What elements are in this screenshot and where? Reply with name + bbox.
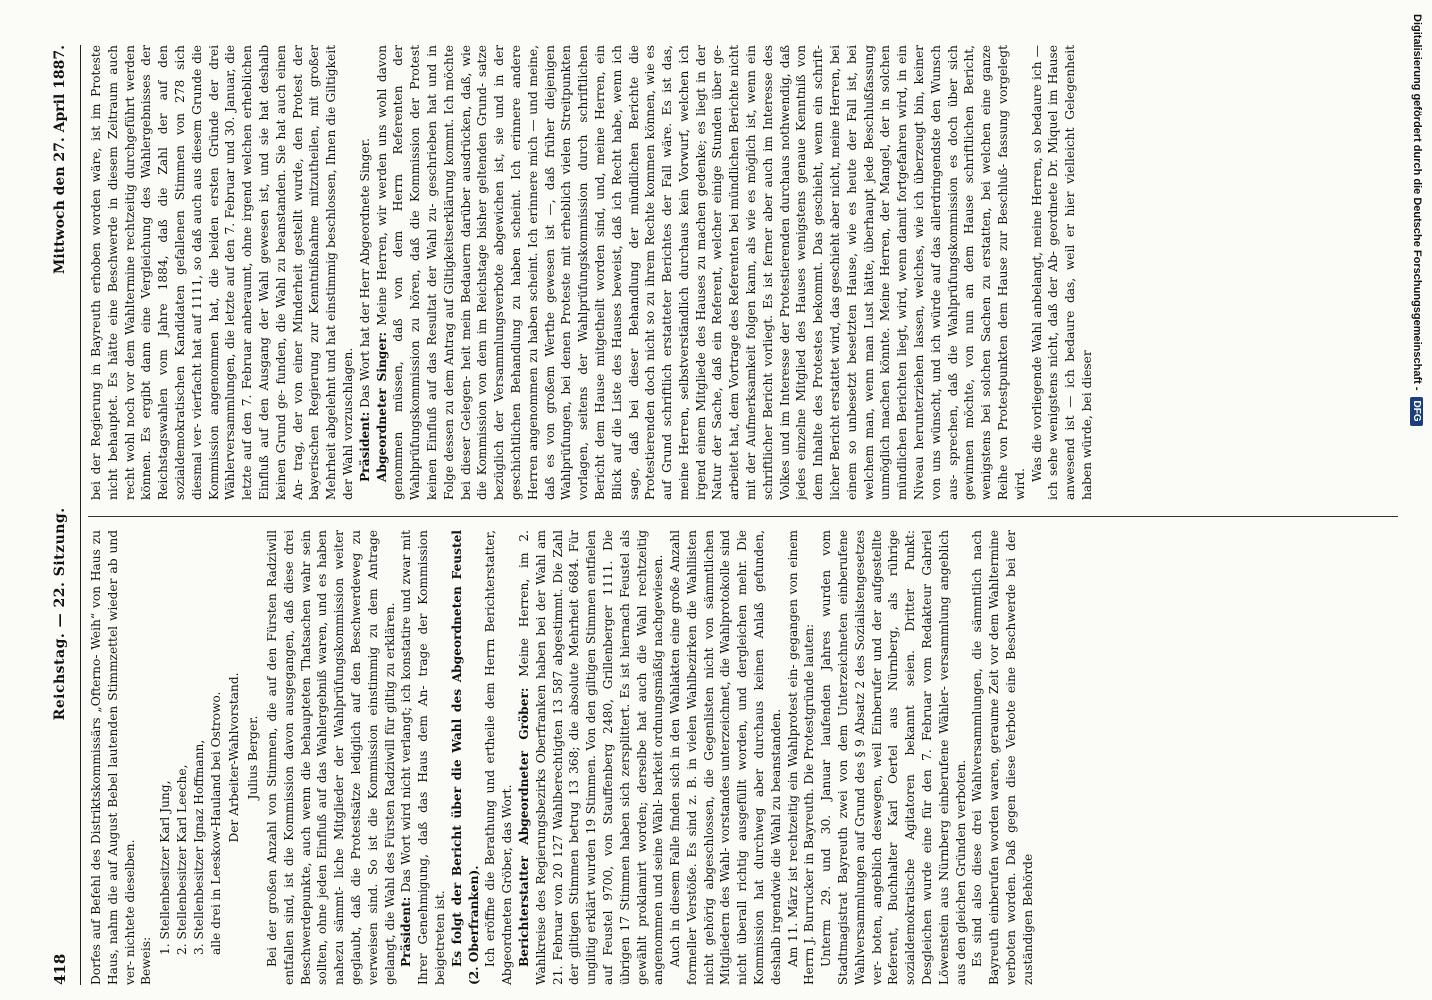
paragraph: Dorfes auf Befehl des Distriktskommissärs „Ofterno- Weih“ von Haus zu Haus, nahm die auf August Bebel lautenden Stimmzettel wieder ab und ver- nichtete dieselben. (89, 530, 137, 985)
session-date: Mittwoch den 27. April 1887. (52, 45, 68, 275)
paragraph: Meine Herren, wir werden uns wohl davon genommen müssen, daß von dem Herrn Referenten der Wahlprüfungskommission zu hören, daß die Kommission der Protest keinen Einfluß auf das Resultat der Wahl zu- geschrieben hat und in Folge dessen zu dem Antrag auf Giltigkeitserklärung kommt. Ich möchte bei dieser Gelegen- heit mein Bedauern darüber ausdrücken, daß, wie die Kommission von dem im Reichstage bisher geltenden Grund- satze bezüglich der Versammlungsverbote abgewichen ist, sie und in der geschichtlichen Behandlung zu haben scheint. Ich erinnere andere Herren angenommen zu haben scheint. Ich erinnere mich — und meine, daß es von großem Werthe gewesen ist —, daß früher diejenigen Wahlprüfungen, bei denen Proteste mit erheblich vielen Streitpunkten vorlagen, seitens der Wahlprüfungskommission durch schriftlichen Bericht dem Hause mitgetheilt worden sind, und, meine Herren, ein Blick auf die Liste des Hauses beweist, daß ich Recht habe, wenn ich sage, daß bei dieser Behandlung der mündlichen Berichte die Protestierenden doch nicht so zu ihrem Rechte kommen können, wie es auf Grund schriftlich erstatteter Berichtes der Fall wäre. Es ist das, meine Herren, selbstverständlich durchaus kein Vorwurf, welchen ich irgend einem Mitgliede des Hauses zu machen gedenke; es liegt in der Natur der Sache, daß ein Referent, welcher einige Stunden über ge- arbeitet hat, dem Vortrage des Referenten bei mündlichen Berichte nicht mit der Aufmerksamkeit folgen kann, als wie es möglich ist, wenn ein schriftlicher Bericht vorliegt. Es ist ferner aber auch im Interesse des Volkes und im Interesse der Protestierenden durchaus nothwendig, daß jedes einzelne Mitglied des Hauses wenigstens genaue Kenntniß von dem Inhalte des Protestes bekommt. Das geschieht, wenn ein schrift- licher Bericht erstattet wird, das geschieht aber nicht, meine Herren, bei einem so unbesetzt besetzten Hause, wie es heute der Fall ist, bei welchem man, wenn man Lust hätte, überhaupt jede Beschlußfassung unmöglich machen könnte. Meine Herren, der Mangel, der in solchen mündlichen Berichten liegt, wird, wenn damit fortgefahren wird, in ein Niveau herunterziehen lassen, welches, wie ich überzeugt bin, keiner von uns wünscht, und ich würde auf das allerdringendste den Wunsch aus- sprechen, daß die Wahlprüfungskommission es doch über sich gewinnen möchte, von nun an dem Hause schriftlichen Bericht, wenigstens bei solchen Sachen zu erstatten, bei welchen eine ganze Reihe von Protestpunkten dem Hause zur Beschluß- fassung vorgelegt wird. (374, 45, 1027, 500)
list-item: alle drei in Leeskow-Hauland bei Ostrowo. (208, 691, 223, 955)
column-divider (88, 516, 1398, 517)
agenda-item: Es folgt der Bericht über die Wahl des Abgeordneten Feustel (2. Oberfranken). (449, 530, 481, 985)
speaker-label: Abgeordneter Singer: (374, 331, 389, 482)
session-title: Reichstag. — 22. Sitzung. (52, 507, 68, 721)
rotated-document (40, 45, 1410, 985)
witness-list (157, 530, 224, 955)
signature-name: Julius Berger. (246, 715, 261, 800)
paragraph: Unterm 29. und 30. Januar laufenden Jahres wurden vom Stadtmagistrat Bayreuth zwei von dem Unterzeichneten einberufene Wahlversammlungen auf Grund des § 9 Absatz 2 des Sozialistengesetzes ver- boten, angeblich deswegen, weil Einberufer und der aufgestellte Referent, Buchhalter Karl Oertel aus Nürnberg, als rührige sozialdemokratische Agitatoren bekannt seien. Dritter Punkt: Desgleichen wurde eine für den 7. Februar vom Redakteur Gabriel Löwenstein aus Nürnberg einberufene Wähler- versammlung angeblich aus den gleichen Gründen verboten. (819, 530, 968, 985)
text-columns (88, 45, 1398, 985)
page-number: 418 (51, 953, 69, 985)
paragraph: Bei der großen Anzahl von Stimmen, die auf den Fürsten Radziwill entfallen sind, ist die Kommission davon ausgegangen, daß diese drei Beschwerdepunkte, auch wenn die behaupteten Thatsachen wahr sein sollten, ohne jeden Einfluß auf das Wahlergebniß waren, und es haben nahezu sämmt- liche Mitglieder der Wahlprüfungskommission weiter geglaubt, daß die Protestsätze lediglich auf den Beschwerdeweg zu verweisen sind. So ist die Kommission einstimmig zu dem Antrage gelangt, die Wahl des Fürsten Radziwill für giltig zu erklären. (264, 530, 397, 985)
speaker-label: Präsident: (399, 896, 414, 967)
left-column (88, 530, 1398, 985)
list-item: 1. Stellenbesitzer Karl Jung, (158, 780, 173, 955)
list-item: 3. Stellenbesitzer Ignaz Hoffmann, (191, 739, 206, 955)
right-column (88, 45, 1398, 500)
paragraph: Auch in diesem Falle finden sich in den Wahlakten eine große Anzahl formeller Verstöße. Es sind z. B. in vielen Wahlbezirken die Wahllisten nicht gehörig abgeschlossen, die Gegenlisten nicht von sämmtlichen Mitgliedern des Wahl- vorstandes unterzeichnet, die Wahlprotokolle sind nicht überall richtig ausgefüllt worden, und dergleichen mehr. Die Kommission hat durchweg aber durchaus keinen Anlaß gefunden, deshalb irgendwie die Wahl zu beanstanden. (668, 530, 783, 985)
signature-board: Der Arbeiter-Wahlvorstand. (227, 672, 242, 843)
paragraph: Das Wort hat der Herr Abgeordnete Singer. (357, 138, 372, 408)
dfg-logo: DFG (1411, 397, 1424, 426)
paragraph: Am 11. März ist rechtzeitig ein Wahlprotest ein- gegangen von einem Herrn J. Burrucker in Bayreuth. Die Protestgründe lauten: (785, 530, 817, 985)
paragraph: Es sind also diese drei Wahlversammlungen, die sämmtlich nach Bayreuth einberufen worden waren, geraume Zeit vor dem Wahltermine verboten worden. Daß gegen diese Verbote eine Beschwerde bei der zuständigen Behörde (970, 530, 1035, 985)
credit-text: Digitalisierung gefördert durch die Deutsche Forschungsgemeinschaft - (1411, 14, 1423, 391)
paragraph: Was die vorliegende Wahl anbelangt, meine Herren, so bedaure ich — ich sehe wenigstens nicht, daß der Ab- geordnete Dr. Miquel im Hause anwesend ist — ich bedaure das, weil er hier vielleicht Gelegenheit haben würde, bei dieser (1029, 45, 1095, 500)
paragraph: Ich eröffne die Berathung und ertheile dem Herrn Berichterstatter, Abgeordneten Gröber, das Wort. (483, 530, 515, 985)
digitization-credit (1406, 14, 1428, 994)
paragraph: bei der Regierung in Bayreuth erhoben worden wäre, ist im Proteste nicht behauptet. Es hätte eine Beschwerde in diesem Zeitraum auch recht wohl noch vor dem Wahltermine rechtzeitig durchgeführt werden können. Es ergibt dann eine Vergleichung des Wahlergebnisses der Reichstagswahlen vom Jahre 1884, daß die Zahl der auf den sozialdemokratischen Kandidaten gefallenen Stimmen von 278 sich diesmal ver- vierfacht hat auf 1111, so daß auch aus diesem Grunde die Kommission angenommen hat, die beiden ersten Gründe der drei Wählerversammlungen, die letzte auf den 7. Februar und 30. Januar, die letzte auf den 7. Februar anberaumt, ohne irgend welchen erheblichen Einfluß auf den Ausgang der Wahl gewesen ist, und sie hat deshalb keinen Grund ge- funden, die Wahl zu beanstanden. Sie hat auch einen An- trag, der von einer Minderheit gestellt wurde, den Protest der bayerischen Regierung zur Kenntnißnahme mitzutheilen, mit großer Mehrheit abgelehnt und hat einstimmig beschlossen, Ihnen die Giltigkeit der Wahl vorzuschlagen. (89, 45, 355, 500)
page-header (40, 45, 81, 985)
speaker-label: Berichterstatter Abgeordneter Gröber: (516, 687, 531, 967)
speaker-label: Präsident: (357, 411, 372, 482)
list-item: 2. Stellenbesitzer Karl Leeche, (174, 764, 189, 955)
evidence-label: Beweis: (139, 936, 154, 985)
paragraph: Das Wort wird nicht verlangt; ich konstatire und zwar mit Ihrer Genehmigung, daß das Haus dem An- trage der Kommission beigetreten ist. (399, 530, 447, 985)
paragraph: Meine Herren, im 2. Wahlkreise des Regierungsbezirks Oberfranken haben bei der Wahl am 21. Februar von 20 127 Wahlberechtigten 13 587 abgestimmt. Die Zahl der giltigen Stimmen betrug 13 368; die absolute Mehrheit 6684. Für unglitig erklärt wurden 19 Stimmen. Von den giltigen Stimmen entfielen auf Feustel 9700, von Stauffenberg 2480, Grillenberger 1111. Die übrigen 17 Stimmen haben sich zersplittert. Es ist hiernach Feustel als gewählt proklamirt worden; derselbe hat auch die Wahl rechtzeitig angenommen und seine Wähl- barkeit ordnungsmäßig nachgewiesen. (516, 530, 666, 985)
